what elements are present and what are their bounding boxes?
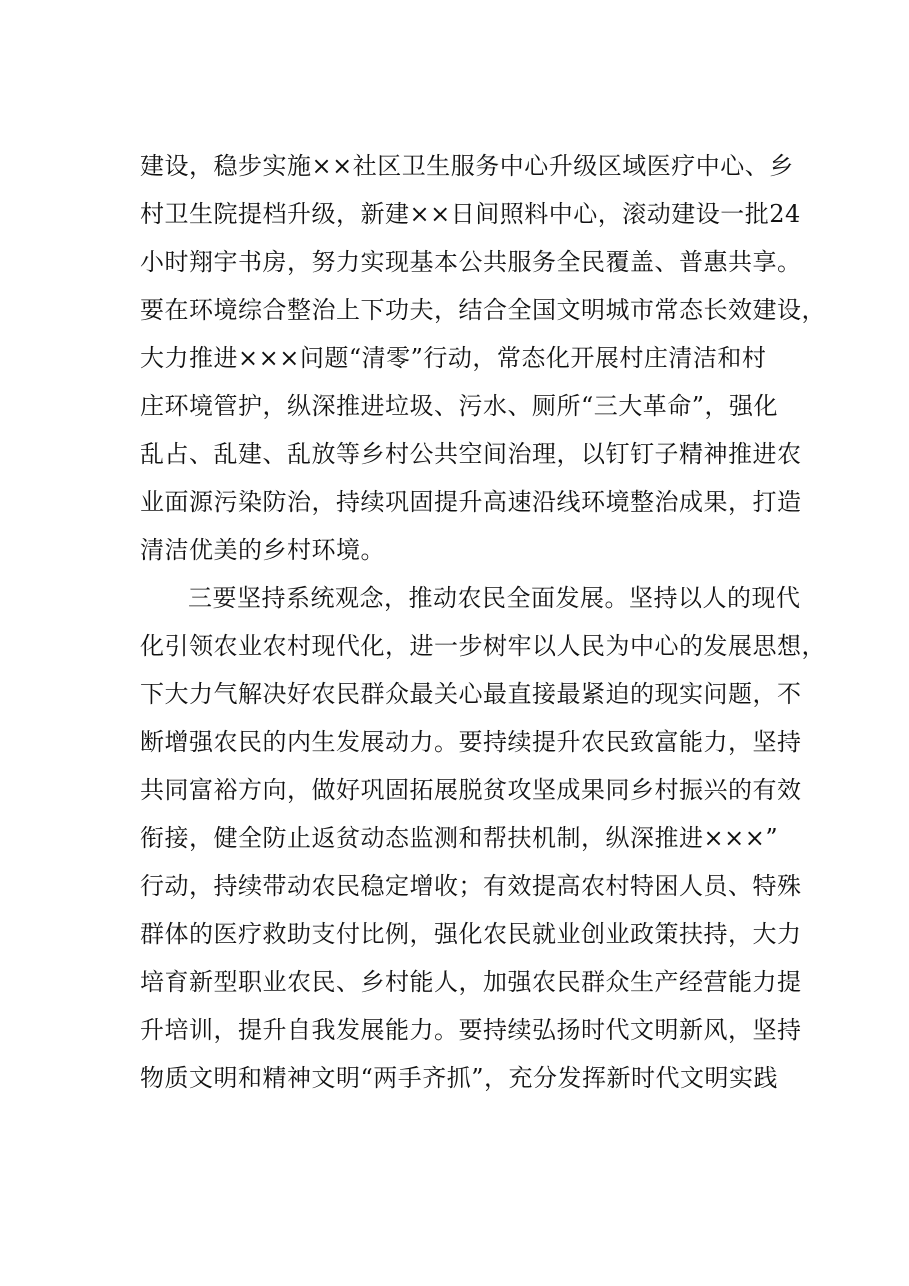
paragraph-line: 小时翔宇书房，努力实现基本公共服务全民覆盖、普惠共享。 bbox=[140, 248, 802, 276]
paragraph-line: 建设，稳步实施××社区卫生服务中心升级区域医疗中心、乡 bbox=[140, 152, 794, 180]
paragraph-line: 行动，持续带动农民稳定增收；有效提高农村特困人员、特殊 bbox=[140, 872, 802, 900]
paragraph-line-indented: 三要坚持系统观念，推动农民全面发展。坚持以人的现代 bbox=[188, 584, 801, 612]
paragraph-line: 村卫生院提档升级，新建××日间照料中心，滚动建设一批24 bbox=[140, 200, 801, 228]
paragraph-line: 群体的医疗救助支付比例，强化农民就业创业政策扶持，大力 bbox=[140, 920, 802, 948]
paragraph-line: 下大力气解决好农民群众最关心最直接最紧迫的现实问题，不 bbox=[140, 680, 802, 708]
paragraph-line: 化引领农业农村现代化，进一步树牢以人民为中心的发展思想， bbox=[140, 632, 826, 660]
paragraph-line: 物质文明和精神文明“两手齐抓”，充分发挥新时代文明实践 bbox=[140, 1064, 779, 1092]
paragraph-line: 乱占、乱建、乱放等乡村公共空间治理，以钉钉子精神推进农 bbox=[140, 440, 802, 468]
paragraph-line: 业面源污染防治，持续巩固提升高速沿线环境整治成果，打造 bbox=[140, 488, 802, 516]
paragraph-line: 大力推进×××问题“清零”行动，常态化开展村庄清洁和村 bbox=[140, 344, 767, 372]
paragraph-line: 升培训，提升自我发展能力。要持续弘扬时代文明新风，坚持 bbox=[140, 1016, 802, 1044]
paragraph-line: 要在环境综合整治上下功夫，结合全国文明城市常态长效建设， bbox=[140, 296, 826, 324]
paragraph-line: 共同富裕方向，做好巩固拓展脱贫攻坚成果同乡村振兴的有效 bbox=[140, 776, 802, 804]
paragraph-line: 庄环境管护，纵深推进垃圾、污水、厕所“三大革命”，强化 bbox=[140, 392, 779, 420]
paragraph-line: 断增强农民的内生发展动力。要持续提升农民致富能力，坚持 bbox=[140, 728, 802, 756]
paragraph-line: 培育新型职业农民、乡村能人，加强农民群众生产经营能力提 bbox=[140, 968, 802, 996]
paragraph-line: 清洁优美的乡村环境。 bbox=[140, 536, 385, 564]
paragraph-2 bbox=[140, 574, 826, 1102]
paragraph-line: 衔接，健全防止返贫动态监测和帮扶机制，纵深推进×××” bbox=[140, 824, 779, 852]
paragraph-1 bbox=[140, 142, 826, 574]
